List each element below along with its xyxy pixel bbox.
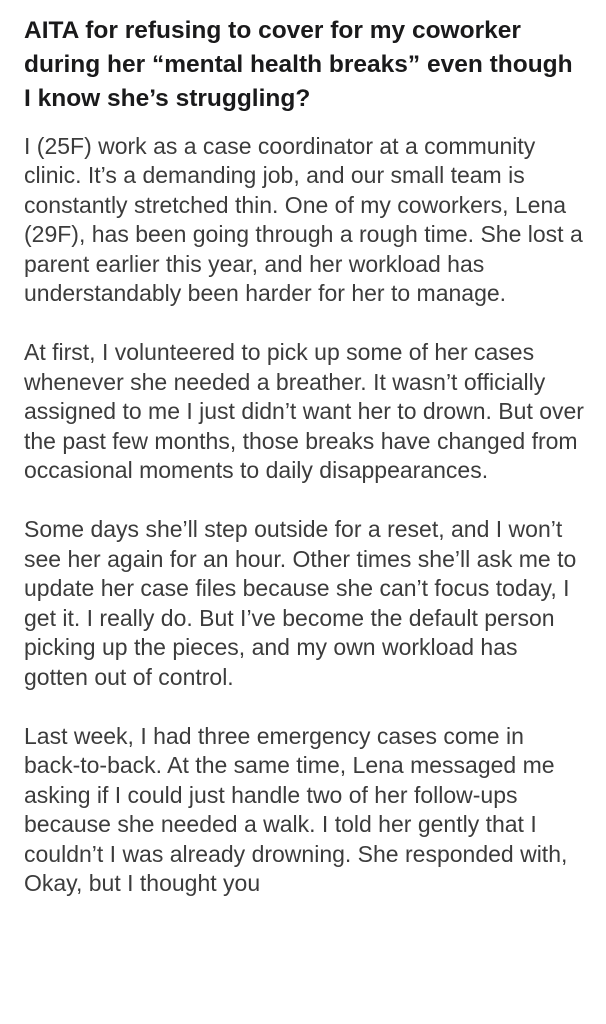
- post-paragraph-2: At first, I volunteered to pick up some of her cases whenever she needed a breather. It wasn’t officially assigned to me I just didn’t want her to drown. But over the past few months, those breaks have changed from occasional moments to daily disappearances.: [24, 339, 584, 484]
- post-paragraph-1: I (25F) work as a case coordinator at a community clinic. It’s a demanding job, and our small team is constantly stretched thin. One of my coworkers, Lena (29F), has been going through a rough time. She lost a parent earlier this year, and her workload has understandably been harder for her to manage.: [24, 133, 583, 307]
- post-body: [24, 14, 584, 928]
- post-paragraph-4: Last week, I had three emergency cases come in back-to-back. At the same time, Lena messaged me asking if I could just handle two of her follow-ups because she needed a walk. I told her gently that I couldn’t I was already drowning. She responded with, Okay, but I thought you: [24, 722, 568, 896]
- post-title: AITA for refusing to cover for my coworker during her “mental health breaks” even though I know she’s struggling?: [24, 17, 573, 112]
- post-paragraph-3: Some days she’ll step outside for a reset, and I won’t see her again for an hour. Other times she’ll ask me to update her case files because she can’t focus today, I get it. I really do. But I’ve become the default person picking up the pieces, and my own workload has gotten out of control.: [24, 516, 577, 690]
